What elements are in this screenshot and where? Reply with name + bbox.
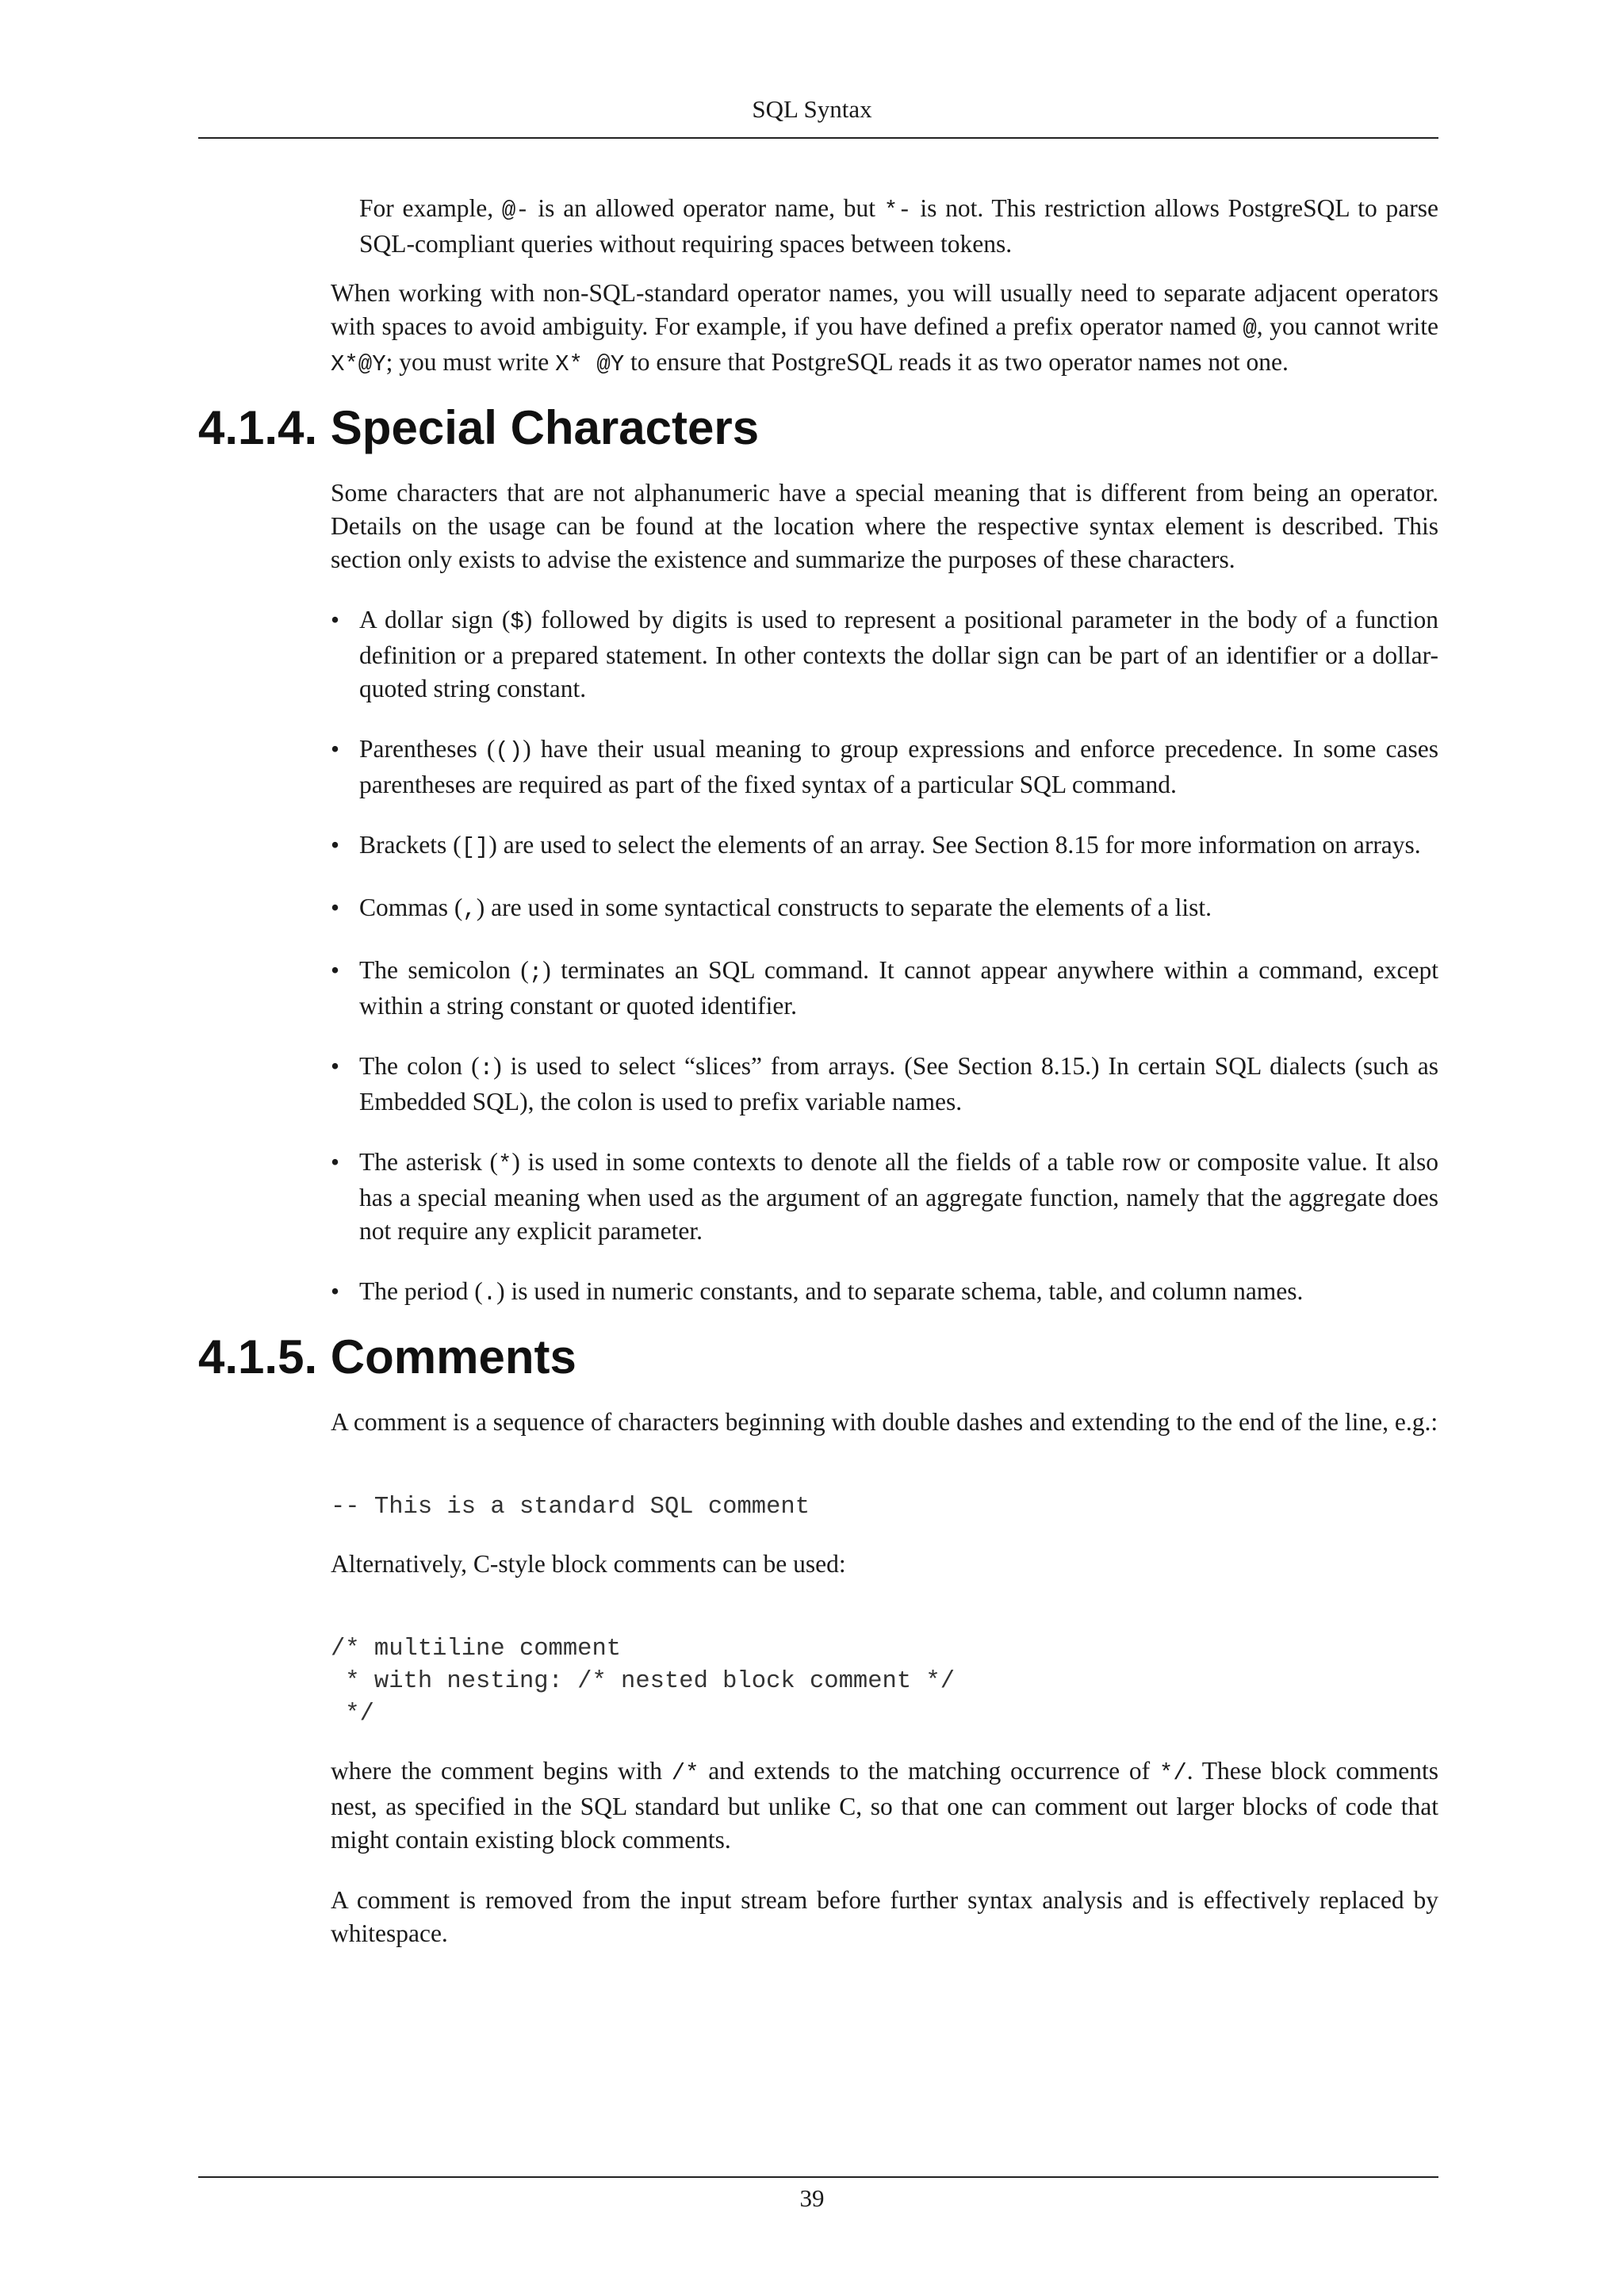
list-item-text bbox=[359, 1050, 1438, 1119]
special-characters-intro: Some characters that are not alphanumeric have a special meaning that is different from being an operator. Details on the usage can be found at the location where the respective syntax element is described. This section only exists to advise the existence and summarize the purposes of these characters. bbox=[331, 479, 1438, 573]
inline-code: [] bbox=[461, 834, 489, 860]
inline-code: X* @Y bbox=[555, 351, 625, 377]
special-characters-list bbox=[331, 603, 1438, 1311]
text-run: is not. This restriction allows PostgreSQL to parse SQL-compliant queries without requiring spaces between tokens. bbox=[359, 194, 1438, 258]
inline-code: : bbox=[479, 1055, 494, 1081]
list-item-colon bbox=[331, 1050, 1438, 1119]
section-heading-comments: 4.1.5. Comments bbox=[198, 1330, 576, 1383]
bullet-icon: • bbox=[331, 956, 340, 984]
text-run: and extends to the matching occurrence of bbox=[699, 1757, 1159, 1785]
intro-block bbox=[331, 192, 1438, 381]
header-rule bbox=[198, 137, 1438, 139]
text-run: ) have their usual meaning to group expressions and enforce precedence. In some cases parentheses are required as part of the fixed syntax of a particular SQL command. bbox=[359, 735, 1438, 798]
page-content bbox=[198, 192, 1438, 1950]
special-characters-section bbox=[331, 476, 1438, 1311]
code-block-line-comment: -- This is a standard SQL comment bbox=[331, 1494, 810, 1521]
list-item-text bbox=[359, 954, 1438, 1023]
inline-code: @- bbox=[501, 197, 530, 224]
text-run: ) is used to select “slices” from arrays. (See Section 8.15.) In certain SQL dialects (such as Embedded SQL), the colon is used to prefix variable names. bbox=[359, 1052, 1438, 1115]
code-block-block-comment: /* multiline comment * with nesting: /* nested block comment */ */ bbox=[331, 1636, 956, 1728]
text-run: When working with non-SQL-standard operator names, you will usually need to separate adjacent operators with spaces to avoid ambiguity. For example, if you have defined a prefix operator named bbox=[331, 279, 1438, 340]
text-run: Parentheses ( bbox=[359, 735, 496, 763]
text-run: ) terminates an SQL command. It cannot appear anywhere within a command, except within a string constant or quoted identifier. bbox=[359, 956, 1438, 1020]
text-run: ) followed by digits is used to represent a positional parameter in the body of a function definition or a prepared statement. In other contexts the dollar sign can be part of an identifier or a dollar-quoted string constant. bbox=[359, 606, 1438, 702]
text-run: For example, bbox=[359, 194, 502, 222]
text-run: to ensure that PostgreSQL reads it as two operator names not one. bbox=[624, 348, 1289, 376]
inline-code: . bbox=[482, 1280, 497, 1307]
inline-code: , bbox=[462, 897, 477, 923]
inline-code: @ bbox=[1243, 316, 1257, 342]
text-run: The semicolon ( bbox=[359, 956, 529, 984]
list-item-text bbox=[359, 733, 1438, 802]
text-run: ) are used to select the elements of an array. See Section 8.15 for more information on arrays. bbox=[488, 831, 1421, 859]
text-run: ) are used in some syntactical constructs to separate the elements of a list. bbox=[476, 894, 1212, 921]
text-run: . These block comments nest, as specified in the SQL standard but unlike C, so that one can comment out larger blocks of code that might contain existing block comments. bbox=[331, 1757, 1438, 1854]
list-item-semicolon bbox=[331, 954, 1438, 1023]
list-item-text bbox=[359, 1275, 1438, 1311]
bullet-icon: • bbox=[331, 894, 340, 921]
inline-code: $ bbox=[510, 609, 524, 635]
list-item-text bbox=[359, 891, 1438, 927]
bullet-icon: • bbox=[331, 831, 340, 859]
inline-code: ; bbox=[528, 959, 543, 985]
text-run: ) is used in numeric constants, and to separate schema, table, and column names. bbox=[496, 1277, 1304, 1305]
operator-spacing-paragraph bbox=[331, 277, 1438, 381]
comments-intro-paragraph: A comment is a sequence of characters beginning with double dashes and extending to the end of the line, e.g.: bbox=[331, 1408, 1438, 1436]
list-item-text bbox=[359, 1146, 1438, 1248]
comments-section bbox=[331, 1406, 1438, 1950]
operator-example-paragraph bbox=[359, 192, 1438, 261]
text-run: The period ( bbox=[359, 1277, 483, 1305]
bullet-icon: • bbox=[331, 1052, 340, 1080]
bullet-icon: • bbox=[331, 1148, 340, 1176]
text-run: , you cannot write bbox=[1256, 312, 1439, 340]
text-run: Brackets ( bbox=[359, 831, 462, 859]
page-number: 39 bbox=[799, 2184, 825, 2212]
text-run: where the comment begins with bbox=[331, 1757, 672, 1785]
block-comment-nesting-paragraph bbox=[331, 1755, 1438, 1857]
text-run: is an allowed operator name, but bbox=[529, 194, 884, 222]
list-item-period bbox=[331, 1275, 1438, 1311]
text-run: The asterisk ( bbox=[359, 1148, 498, 1176]
bullet-icon: • bbox=[331, 606, 340, 633]
list-item-asterisk bbox=[331, 1146, 1438, 1248]
list-item-text bbox=[359, 603, 1438, 706]
section-heading-special-characters: 4.1.4. Special Characters bbox=[198, 401, 760, 454]
text-run: ) is used in some contexts to denote all the fields of a table row or composite value. It also has a special meaning when used as the argument of an aggregate function, namely that the aggregate does not require any explicit parameter. bbox=[359, 1148, 1438, 1245]
inline-code: /* bbox=[671, 1760, 699, 1786]
list-item-text bbox=[359, 828, 1438, 864]
list-item-brackets bbox=[331, 828, 1438, 864]
comment-removal-paragraph: A comment is removed from the input stream before further syntax analysis and is effectively replaced by whitespace. bbox=[331, 1886, 1438, 1947]
inline-code: X*@Y bbox=[331, 351, 386, 377]
block-comments-intro: Alternatively, C-style block comments can be used: bbox=[331, 1550, 846, 1578]
page-header-title: SQL Syntax bbox=[752, 95, 872, 123]
footer-rule bbox=[198, 2176, 1438, 2178]
text-run: A dollar sign ( bbox=[359, 606, 511, 633]
text-run: Commas ( bbox=[359, 894, 463, 921]
bullet-icon: • bbox=[331, 1277, 340, 1305]
list-item-commas bbox=[331, 891, 1438, 927]
list-item-parentheses bbox=[331, 733, 1438, 802]
inline-code: * bbox=[497, 1151, 512, 1177]
text-run: ; you must write bbox=[385, 348, 556, 376]
inline-code: *- bbox=[883, 197, 912, 224]
bullet-icon: • bbox=[331, 735, 340, 763]
inline-code: */ bbox=[1159, 1760, 1187, 1786]
list-item-dollar bbox=[331, 603, 1438, 706]
inline-code: () bbox=[495, 738, 523, 764]
text-run: The colon ( bbox=[359, 1052, 480, 1080]
